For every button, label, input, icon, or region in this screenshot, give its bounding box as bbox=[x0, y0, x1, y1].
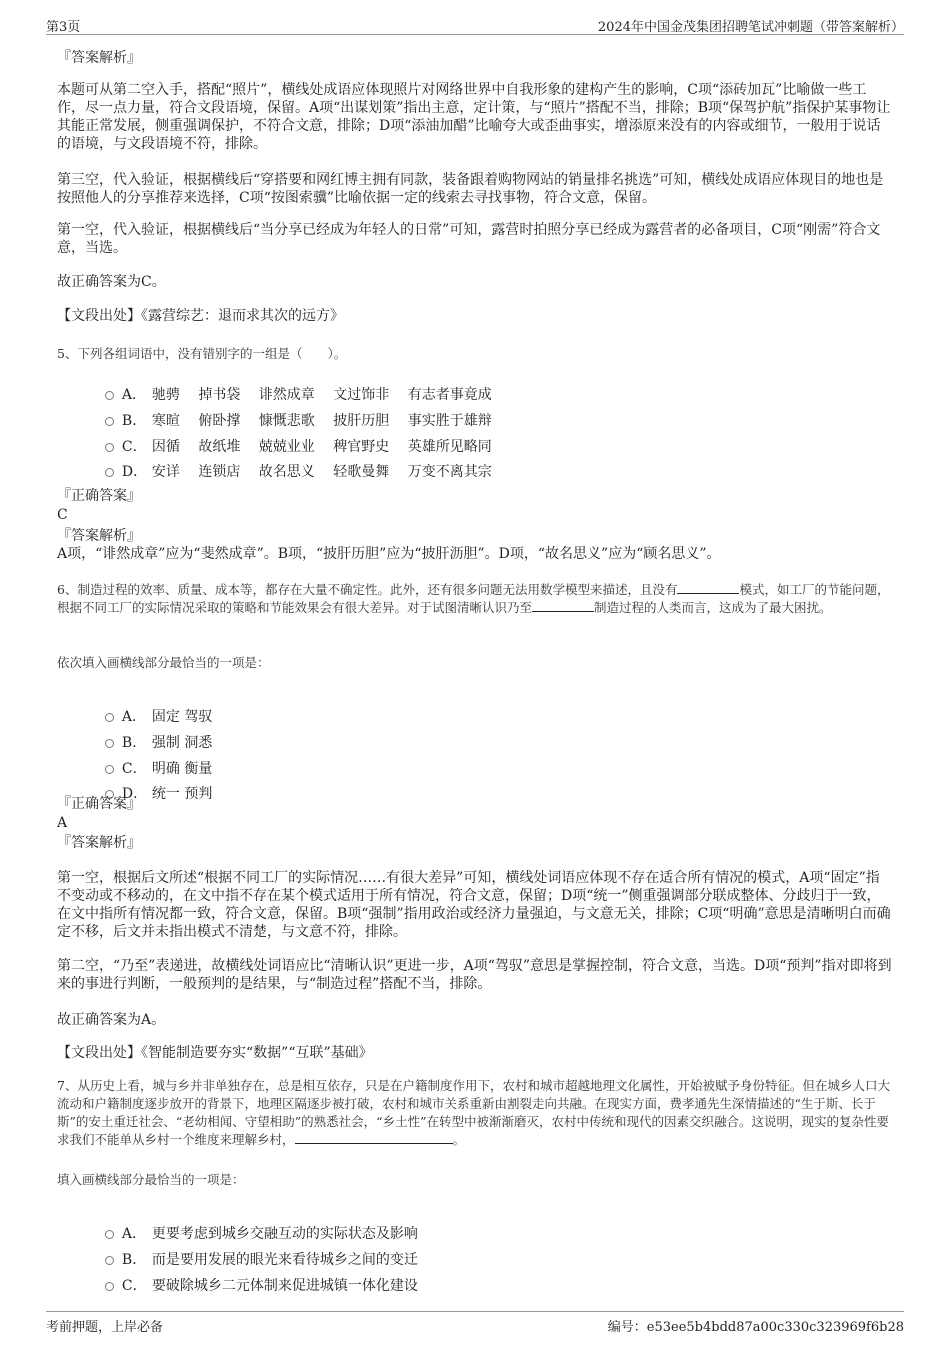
option-text: 要破除城乡二元体制来促进城镇一体化建设 bbox=[151, 1278, 418, 1294]
q6-instruction: 依次填入画横线部分最恰当的一项是： bbox=[57, 655, 270, 670]
option-label: B． bbox=[121, 1252, 147, 1268]
q4-conclusion: 故正确答案为C。 bbox=[57, 274, 166, 290]
q5-stem: 5、下列各组词语中，没有错别字的一组是（ ）。 bbox=[57, 346, 347, 361]
q7-option-c[interactable] bbox=[96, 1259, 418, 1295]
radio-icon[interactable] bbox=[105, 1282, 114, 1291]
option-text: 强制 洞悉 bbox=[151, 735, 213, 751]
footer-slogan: 考前押题，上岸必备 bbox=[46, 1320, 164, 1335]
q6-stem bbox=[57, 581, 892, 617]
q7-stem bbox=[57, 1077, 892, 1149]
option-text: 驰骋 掉书袋 诽然成章 文过饰非 有志者事竟成 bbox=[151, 387, 492, 403]
q5-answer-label: 『正确答案』 bbox=[57, 488, 141, 504]
option-text: 统一 预判 bbox=[151, 786, 213, 802]
q5-answer: C bbox=[57, 507, 68, 523]
q6-conclusion: 故正确答案为A。 bbox=[57, 1012, 166, 1028]
option-label: A． bbox=[121, 1226, 147, 1242]
q7-instruction: 填入画横线部分最恰当的一项是： bbox=[57, 1172, 245, 1187]
option-text: 安详 连锁店 故名思义 轻歌曼舞 万变不离其宗 bbox=[151, 464, 492, 480]
q6-analysis-paragraph-2: 第二空，“乃至”表递进，故横线处词语应比“清晰认识”更进一步，A项“驾驭”意思是掌握控制，符合文意，当选。D项“预判”指对即将到来的事进行判断，一般预判的是结果，与“制造过程”搭配不当，排除。 bbox=[57, 958, 892, 992]
q4-analysis-paragraph-1: 本题可从第二空入手，搭配“照片”，横线处成语应体现照片对网络世界中自我形象的建构产生的影响，C项“添砖加瓦”比喻做一些工作，尽一点力量，符合文段语境，保留。A项“出谋划策”指出主意，定计策，与“照片”搭配不当，排除；B项“保驾护航”指保护某事物让其能正常发展，侧重强调保护，不符合文意，排除；D项“添油加醋”比喻夸大或歪曲事实，增添原来没有的内容或细节，一般用于说话的语境，与文段语境不符，排除。 bbox=[57, 82, 891, 152]
document-id: 编号：e53ee5b4bdd87a00c330c323969f6b28 bbox=[607, 1320, 904, 1335]
q6-answer: A bbox=[57, 815, 68, 831]
option-text: 而是要用发展的眼光来看待城乡之间的变迁 bbox=[151, 1252, 418, 1268]
page-number: 第3页 bbox=[46, 20, 81, 35]
page-header bbox=[46, 14, 904, 35]
q5-analysis: A项，“诽然成章”应为“斐然成章”。B项，“披肝历胆”应为“披肝沥胆”。D项，“故名思义”应为“顾名思义”。 bbox=[57, 546, 721, 562]
q6-stem-part-3: 制造过程的人类而言，这成为了最大困扰。 bbox=[594, 600, 832, 615]
q6-analysis-paragraph-1: 第一空，根据后文所述“根据不同工厂的实际情况……有很大差异”可知，横线处词语应体现不存在适合所有情况的模式，A项“固定”指不变动或不移动的，在文中指不存在某个模式适用于所有情况，符合文意，保留；D项“统一”侧重强调部分联成整体、分歧归于一致，在文中指所有情况都一致，符合文意，保留。B项“强制”指用政治或经济力量强迫，与文意无关，排除；C项“明确”意思是清晰明白而确定不移，后文并未指出模式不清楚，与文意不符，排除。 bbox=[57, 870, 891, 940]
document-title: 2024年中国金茂集团招聘笔试冲刺题（带答案解析） bbox=[597, 20, 904, 35]
option-label: A． bbox=[121, 709, 147, 725]
q5-option-d[interactable] bbox=[96, 445, 492, 481]
option-text: 明确 衡量 bbox=[151, 761, 213, 777]
q7-stem-end: 。 bbox=[452, 1132, 466, 1147]
option-label: C． bbox=[121, 761, 147, 777]
option-label: D． bbox=[121, 786, 148, 802]
q6-stem-part-2: 模式，如工厂的节能问题，根据不同工厂的实际情况采取的策略和节能效果会有很大差异。对于试图清晰认识乃至 bbox=[57, 582, 890, 615]
q4-analysis-paragraph-3: 第一空，代入验证，根据横线后“当分享已经成为年轻人的日常”可知，露营时拍照分享已经成为露营者的必备项目，C项“刚需”符合文意，当选。 bbox=[57, 222, 881, 256]
q6-blank-1 bbox=[677, 581, 739, 594]
q6-answer-label: 『正确答案』 bbox=[57, 796, 141, 812]
q6-stem-part-1: 6、制造过程的效率、质量、成本等，都存在大量不确定性。此外，还有很多问题无法用数学模型来描述，且没有 bbox=[57, 582, 678, 597]
radio-icon[interactable] bbox=[105, 468, 114, 477]
option-text: 更要考虑到城乡交融互动的实际状态及影响 bbox=[151, 1226, 418, 1242]
option-label: C． bbox=[121, 1278, 147, 1294]
q4-analysis-label: 『答案解析』 bbox=[57, 50, 141, 66]
option-label: A． bbox=[121, 387, 147, 403]
q7-blank bbox=[295, 1131, 453, 1144]
option-text: 因循 故纸堆 兢兢业业 稗官野史 英雄所见略同 bbox=[151, 439, 492, 455]
q4-source: 【文段出处】《露营综艺：退而求其次的远方》 bbox=[57, 308, 344, 324]
option-text: 固定 驾驭 bbox=[151, 709, 213, 725]
q4-analysis-paragraph-2: 第三空，代入验证，根据横线后“穿搭要和网红博主拥有同款，装备跟着购物网站的销量排名挑选”可知，横线处成语应体现目的地也是按照他人的分享推荐来选择，C项“按图索骥”比喻依据一定的线索去寻找事物，符合文意，保留。 bbox=[57, 172, 884, 206]
option-text: 寒暄 俯卧撑 慷慨悲歌 披肝历胆 事实胜于雄辩 bbox=[151, 413, 492, 429]
option-label: D． bbox=[121, 464, 148, 480]
q6-analysis-label: 『答案解析』 bbox=[57, 835, 141, 851]
q6-blank-2 bbox=[532, 599, 594, 612]
page-footer bbox=[46, 1311, 904, 1336]
option-label: B． bbox=[121, 413, 147, 429]
option-label: B． bbox=[121, 735, 147, 751]
q6-source: 【文段出处】《智能制造要夯实“数据”“互联”基础》 bbox=[57, 1045, 373, 1061]
option-label: C． bbox=[121, 439, 147, 455]
q5-analysis-label: 『答案解析』 bbox=[57, 528, 141, 544]
q7-stem-text: 7、从历史上看，城与乡并非单独存在，总是相互依存，只是在户籍制度作用下，农村和城市超越地理文化属性，开始被赋予身份特征。但在城乡人口大流动和户籍制度逐步放开的背景下，地理区隔逐步被打破，农村和城市关系重新由割裂走向共融。在现实方面，费孝通先生深情描述的“生于斯、长于斯”的安土重迁社会、“老幼相闻、守望相助”的熟悉社会，“乡土性”在转型中被渐渐磨灭，农村中传统和现代的因素交织融合。这说明，现实的复杂性要求我们不能单从乡村一个维度来理解乡村， bbox=[57, 1078, 890, 1147]
